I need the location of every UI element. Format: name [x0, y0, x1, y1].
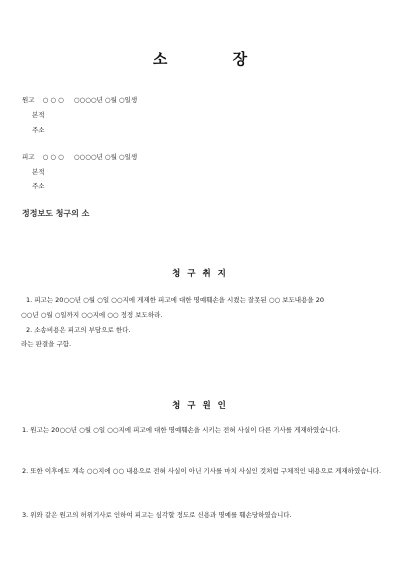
defendant-domicile: 본적: [32, 168, 45, 176]
plaintiff-domicile: 본적: [32, 111, 45, 119]
defendant-name: ○ ○ ○: [42, 153, 64, 161]
defendant-line: [22, 153, 137, 162]
cause-item-3: 3. 위와 같은 원고의 허위기사로 인하여 피고는 심각할 정도로 신용과 명예를 훼손당하였습니다.: [22, 511, 292, 519]
case-name: 정정보도 청구의 소: [22, 209, 90, 218]
claim-line-2: ○○년 ○월 ○일까지 ○○지에 ○○ 정정 보도하라.: [21, 311, 163, 319]
title-char-2: 장: [232, 50, 248, 68]
claim-heading: 청 구 취 지: [172, 269, 228, 279]
plaintiff-address: 주소: [32, 126, 45, 134]
claim-line-4: 라는 판결을 구함.: [21, 340, 72, 348]
plaintiff-label: 원고: [22, 96, 35, 104]
claim-line-3: 2. 소송비용은 피고의 부담으로 한다.: [26, 326, 131, 334]
plaintiff-name: ○ ○ ○: [42, 96, 64, 104]
plaintiff-line: [22, 96, 137, 105]
defendant-label: 피고: [22, 153, 35, 161]
title-char-1: 소: [152, 50, 168, 68]
cause-item-1: 1. 원고는 20○○년 ○월 ○일 ○○지에 피고에 대한 명예훼손을 시키는 전혀 사실이 다른 기사를 게재하였습니다.: [22, 426, 341, 434]
claim-line-1: 1. 피고는 20○○년 ○월 ○일 ○○지에 게재한 피고에 대한 명예훼손을 시켰는 잘못된 ○○ 보도내용을 20: [26, 296, 324, 304]
plaintiff-birth: ○○○○년 ○월 ○일생: [73, 96, 138, 104]
document-title: [0, 48, 400, 69]
cause-heading: 청 구 원 인: [172, 401, 228, 411]
defendant-address: 주소: [32, 182, 45, 190]
defendant-birth: ○○○○년 ○월 ○일생: [73, 153, 138, 161]
cause-item-2: 2. 또한 이후에도 계속 ○○지에 ○○ 내용으로 전혀 사실이 아닌 기사를 마치 사실인 것처럼 구체적인 내용으로 게재하였습니다.: [22, 467, 382, 475]
